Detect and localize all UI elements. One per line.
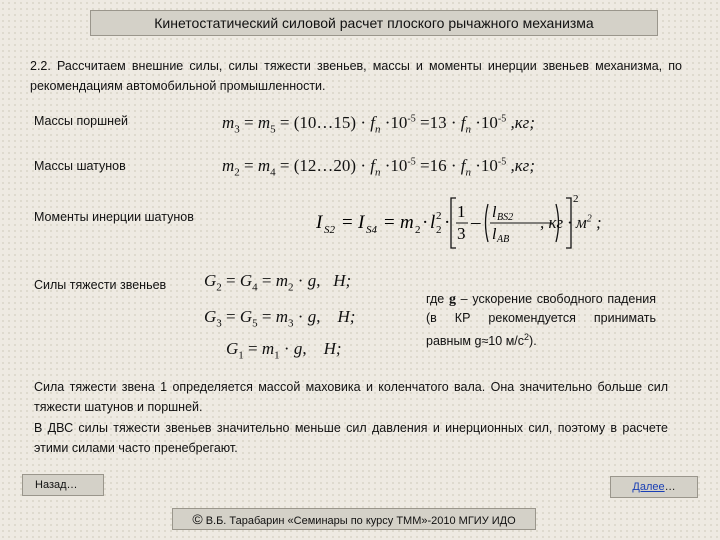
gravity-note: где g – ускорение свободного падения (в КР рекомендуется принимать равным g≈10 $м/с^2$). xyxy=(426,292,656,349)
next-link[interactable]: Далее xyxy=(632,481,665,493)
back-button[interactable]: Назад… xyxy=(22,474,104,496)
svg-text:AB: AB xyxy=(497,234,510,245)
page-title: Кинетостатический силовой расчет плоского рычажного механизма xyxy=(90,10,658,36)
svg-text:–: – xyxy=(471,212,481,233)
paragraph-crankshaft: Сила тяжести звена 1 определяется массой маховика и коленчатого вала. Она значительно больше сил тяжести шатунов и поршней. xyxy=(34,380,668,414)
label-rod-inertia: Моменты инерции шатунов xyxy=(34,210,194,224)
svg-text:2: 2 xyxy=(415,224,421,236)
svg-text:S4: S4 xyxy=(366,224,377,236)
label-gravity: Силы тяжести звеньев xyxy=(34,278,167,292)
svg-text:3: 3 xyxy=(457,224,466,243)
svg-text:2: 2 xyxy=(436,210,442,222)
svg-text:=: = xyxy=(384,212,395,233)
svg-text:l: l xyxy=(492,204,497,221)
copyright-symbol: © xyxy=(192,511,203,527)
next-button[interactable]: Далее… xyxy=(610,476,698,498)
svg-text:l: l xyxy=(430,212,436,233)
svg-text:2: 2 xyxy=(573,193,579,205)
formula-piston-mass: $m_3 = m_5$ = (10…15) · $f_n \cdot 10^{-5} =13 \cdot f_n \cdot 10^{-5}$ ,кг; xyxy=(222,113,535,136)
formula-gravity-g1: $G_1 = m_1 \cdot g$, H; xyxy=(226,339,342,362)
svg-text:1: 1 xyxy=(457,202,466,221)
formula-rod-mass: $m_2 = m_4$ = (12…20) · $f_n \cdot 10^{-5} =16 \cdot f_n \cdot 10^{-5}$ ,кг; xyxy=(222,156,535,179)
svg-text:BS2: BS2 xyxy=(497,212,514,223)
footer-credit: © В.Б. Тарабарин «Семинары по курсу ТММ»-2010 МГИУ ИДО xyxy=(172,508,536,530)
svg-text:·: · xyxy=(422,212,429,233)
svg-text:S2: S2 xyxy=(324,224,335,236)
label-piston-mass: Массы поршней xyxy=(34,114,129,128)
svg-text:·: · xyxy=(444,212,451,233)
paragraph-ice: В ДВС силы тяжести звеньев значительно меньше сил давления и инерционных сил, поэтому в расчете этими силами часто пренебрегают. xyxy=(34,421,668,455)
svg-text:I: I xyxy=(358,212,365,233)
intro-paragraph: 2.2. Рассчитаем внешние силы, силы тяжести звеньев, массы и моменты инерции звеньев механизма, по рекомендациям автомобильной промышленности. xyxy=(30,59,682,93)
svg-text:m: m xyxy=(400,212,414,233)
svg-text:=: = xyxy=(342,212,353,233)
formula-rod-inertia-units: , кг · $м^2$ ; xyxy=(540,213,602,232)
formula-gravity-g2: $G_2 = G_4 = m_2 \cdot g$, H; xyxy=(204,271,352,294)
formula-gravity-g3: $G_3 = G_5 = m_3 \cdot g$, H; xyxy=(204,307,356,330)
svg-text:I: I xyxy=(316,212,323,233)
svg-text:2: 2 xyxy=(436,224,442,236)
label-rod-mass: Массы шатунов xyxy=(34,159,126,173)
svg-text:l: l xyxy=(492,226,497,243)
